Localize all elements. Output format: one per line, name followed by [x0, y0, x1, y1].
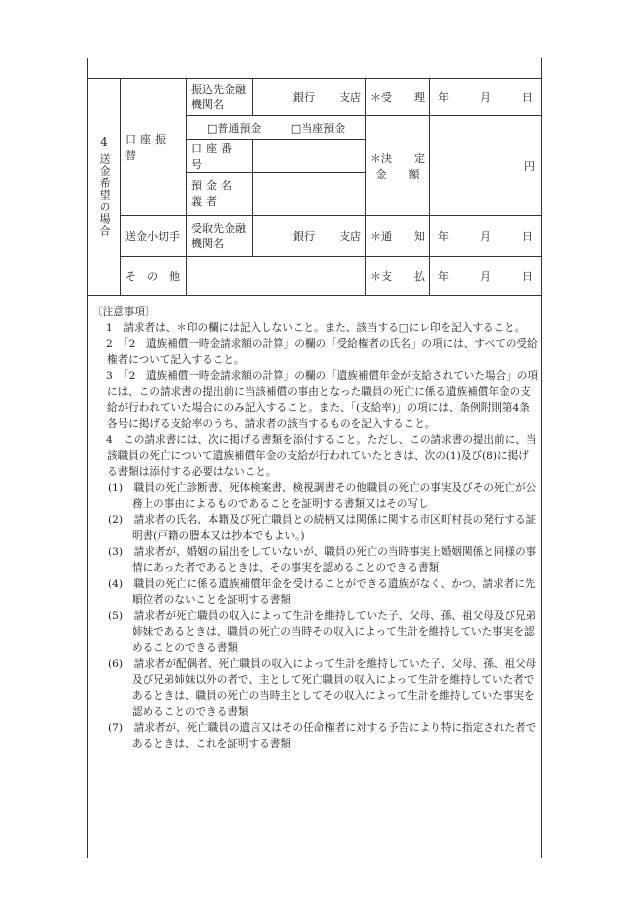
section-number: 4	[100, 134, 108, 149]
note-sub-item-3: (3) 請求者が、婚姻の届出をしていないが、職員の死亡の当時事実上婚姻関係と同様の事情にあった者であるときは、その事実を認めることのできる書類	[108, 546, 537, 574]
koza-bango-label: 口座番号	[187, 140, 253, 173]
note-item-4: 4 この請求書には、次に掲げる書類を添付すること。ただし、この請求書の提出前に、当該職員の死亡について遺族補償年金の支給が行われていたときは、次の(1)及び(8)に掲げる書類は添付する必要はないこと。	[106, 434, 537, 478]
shiharai-date-field[interactable]	[430, 257, 542, 296]
yen-label: 円	[524, 159, 535, 173]
kettei-label: ＊決 定	[370, 151, 425, 165]
koza-furikae-label: 口座振替	[121, 79, 187, 216]
meigi-label: 預金名義者	[187, 173, 253, 216]
koza-bango-field[interactable]	[253, 140, 366, 173]
note-sub-item-6: (6) 請求者が配偶者、死亡職員の収入によって生計を維持していた子、父母、孫、祖父母及び兄弟姉妹以外の者で、主として死亡職員の収入によって生計を維持していた者であるときは、職員の死亡の当時主としてその収入によって生計を維持していた事実を認めることのできる書類	[108, 658, 537, 718]
bank-suffix: 銀行	[293, 230, 315, 243]
remittance-table	[87, 78, 542, 296]
note-sub-item-5: (5) 請求者が死亡職員の収入によって生計を維持していた子、父母、孫、祖父母及び兄弟姉妹であるときは、職員の死亡の当時その収入によって生計を維持していた事実を認めることのできる書類	[108, 610, 537, 654]
sonota-label: そ の 他	[121, 257, 187, 296]
toza-checkbox[interactable]: □当座預金	[290, 121, 346, 135]
uketori-date-field[interactable]	[430, 79, 542, 116]
futsu-checkbox[interactable]: □普通預金	[207, 121, 262, 135]
shiharai-label: ＊支 払	[366, 257, 430, 296]
year-label: 年	[438, 230, 449, 243]
note-item-2: 2 「2 遺族補償一時金請求額の計算」の欄の「受給権者の氏名」の項には、すべての受給権者について記入すること。	[106, 338, 538, 366]
kogitte-label: 送金小切手	[121, 216, 187, 257]
tsuchi-date-field[interactable]	[430, 216, 542, 257]
note-item-1: 1 請求者は、＊印の欄には記入しないこと。また、該当する□にレ印を記入すること。	[106, 322, 526, 334]
note-sub-item-4: (4) 職員の死亡に係る遺族補償年金を受けることができる遺族がなく、かつ、請求者に先順位者のないことを証明する書類	[108, 578, 536, 606]
month-label: 月	[480, 270, 491, 283]
bank-suffix: 銀行	[293, 91, 315, 104]
section-title: 送金希望の場合	[98, 152, 111, 237]
uketori-label: ＊受 理	[366, 79, 430, 116]
section-4-cell	[88, 79, 121, 296]
branch-suffix: 支店	[339, 230, 361, 243]
kettei-amount-field[interactable]	[430, 116, 542, 216]
day-label: 日	[522, 91, 533, 104]
notes-section	[92, 304, 538, 752]
note-item-3: 3 「2 遺族補償一時金請求額の計算」の欄の「遺族補償年金が支給されていた場合」の項には、この請求書の提出前に当該補償の事由となった職員の死亡に係る遺族補償年金の支給が行われていた場合にのみ記入すること。また、「(支給率)」の項には、条例附則第4条各号に掲げる支給率のうち、請求者の該当するものを記入すること。	[106, 370, 538, 430]
meigi-field[interactable]	[253, 173, 366, 216]
branch-suffix: 支店	[339, 91, 361, 104]
furikomi-bank-label: 振込先金融機関名	[187, 79, 253, 116]
kingaku-label: 金 額	[375, 167, 420, 181]
note-sub-item-7: (7) 請求者が、死亡職員の遺言又はその任命権者に対する予告により特に指定された者であるときは、これを証明する書類	[108, 722, 537, 750]
note-sub-item-2: (2) 請求者の氏名、本籍及び死亡職員との続柄又は関係に関する市区町村長の発行する証明書(戸籍の謄本又は抄本でもよい。)	[108, 514, 537, 542]
month-label: 月	[480, 91, 491, 104]
year-label: 年	[438, 91, 449, 104]
tsuchi-label: ＊通 知	[366, 216, 430, 257]
month-label: 月	[480, 230, 491, 243]
day-label: 日	[522, 270, 533, 283]
notes-header: 〔注意事項〕	[92, 306, 156, 318]
note-sub-item-1: (1) 職員の死亡診断書、死体検案書、検視調書その他職員の死亡の事実及びその死亡が公務上の事由によるものであることを証明する書類又はその写し	[108, 482, 537, 510]
uketori-bank-field[interactable]	[253, 216, 366, 257]
kettei-label-cell	[366, 116, 430, 216]
uketori-bank-label: 受取先金融機関名	[187, 216, 253, 257]
day-label: 日	[522, 230, 533, 243]
account-type-row	[187, 116, 366, 140]
year-label: 年	[438, 270, 449, 283]
sonota-field[interactable]	[187, 257, 366, 296]
furikomi-bank-field[interactable]	[253, 79, 366, 116]
